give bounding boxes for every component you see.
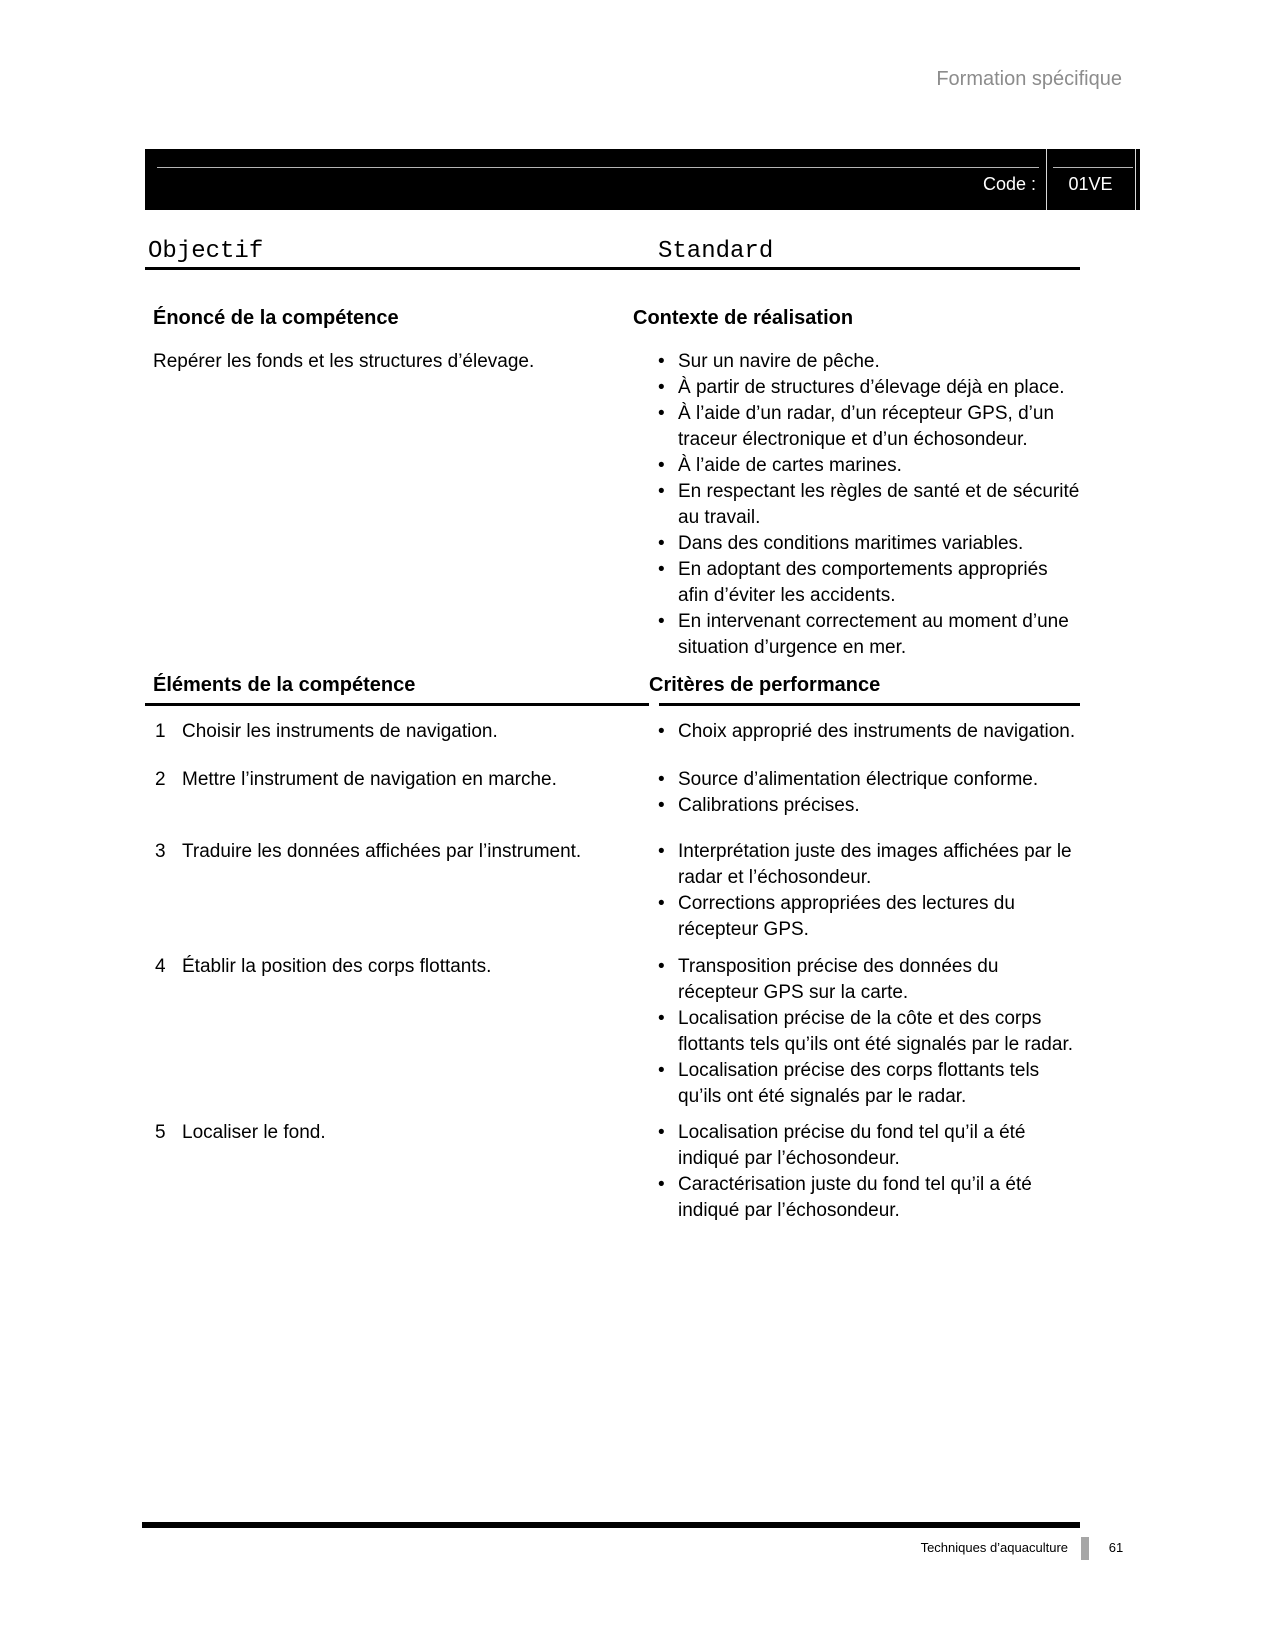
- criteria-item: • Transposition précise des données du récepteur GPS sur la carte.: [657, 954, 1083, 1006]
- element-text: Choisir les instruments de navigation.: [182, 721, 498, 742]
- footer-rule: [142, 1522, 1080, 1528]
- edition-label: Formation spécifique: [936, 68, 1122, 90]
- element-text: Établir la position des corps flottants.: [182, 956, 492, 977]
- footer-page-number: 61: [1108, 1540, 1124, 1555]
- criteria-item: • Caractérisation juste du fond tel qu’il a été indiqué par l’échosondeur.: [657, 1172, 1083, 1224]
- contexte-bullet-list: [657, 349, 1083, 661]
- column-header-standard: Standard: [658, 238, 774, 265]
- enonce-text: Repérer les fonds et les structures d’élevage.: [153, 351, 535, 372]
- element-item: [155, 954, 630, 980]
- contexte-bullet-item: • Dans des conditions maritimes variables.: [657, 531, 1083, 557]
- element-number: 3: [155, 841, 166, 862]
- criteria-list: [657, 839, 1083, 943]
- contexte-bullet-item: • En respectant les règles de santé et de sécurité au travail.: [657, 479, 1083, 531]
- criteria-item: • Localisation précise des corps flottants tels qu’ils ont été signalés par le radar.: [657, 1058, 1083, 1110]
- rule-under-objectif-standard: [145, 267, 1080, 270]
- criteria-item: • Interprétation juste des images affichées par le radar et l’échosondeur.: [657, 839, 1083, 891]
- criteria-item: • Source d’alimentation électrique conforme.: [657, 767, 1083, 793]
- code-bar-inner-line-left: [157, 167, 1039, 168]
- contexte-bullet-item: • En adoptant des comportements appropriés afin d’éviter les accidents.: [657, 557, 1083, 609]
- criteria-list: [657, 719, 1083, 745]
- element-number: 5: [155, 1122, 166, 1143]
- element-number: 4: [155, 956, 166, 977]
- criteres-title: Critères de performance: [649, 674, 881, 696]
- criteria-item: • Corrections appropriées des lectures du récepteur GPS.: [657, 891, 1083, 943]
- contexte-bullet-item: • À partir de structures d’élevage déjà en place.: [657, 375, 1083, 401]
- element-text: Mettre l’instrument de navigation en marche.: [182, 769, 557, 790]
- element-number: 2: [155, 769, 166, 790]
- contexte-bullet-item: • En intervenant correctement au moment d’une situation d’urgence en mer.: [657, 609, 1083, 661]
- enonce-title: Énoncé de la compétence: [153, 307, 399, 329]
- element-text: Localiser le fond.: [182, 1122, 326, 1143]
- code-bar-right-border: [1135, 149, 1136, 210]
- contexte-title: Contexte de réalisation: [633, 307, 854, 329]
- element-item: [155, 719, 630, 745]
- contexte-bullet-item: • À l’aide de cartes marines.: [657, 453, 1083, 479]
- elements-title: Éléments de la compétence: [153, 674, 416, 696]
- criteria-list: [657, 954, 1083, 1110]
- column-header-objectif: Objectif: [148, 238, 264, 265]
- criteria-item: • Choix approprié des instruments de navigation.: [657, 719, 1083, 745]
- criteria-list: [657, 767, 1083, 819]
- element-text: Traduire les données affichées par l’instrument.: [182, 841, 582, 862]
- criteria-item: • Localisation précise de la côte et des corps flottants tels qu’ils ont été signalés par le radar.: [657, 1006, 1083, 1058]
- element-item: [155, 1120, 630, 1146]
- criteria-item: • Calibrations précises.: [657, 793, 1083, 819]
- footer-program-name: Techniques d’aquaculture: [920, 1540, 1068, 1555]
- element-item: [155, 839, 630, 865]
- code-label: Code :: [982, 174, 1036, 194]
- footer-divider-bar: [1081, 1537, 1089, 1560]
- rule-under-criteres: [659, 703, 1080, 706]
- contexte-bullet-item: • Sur un navire de pêche.: [657, 349, 1083, 375]
- criteria-list: [657, 1120, 1083, 1224]
- element-item: [155, 767, 630, 793]
- criteria-item: • Localisation précise du fond tel qu’il a été indiqué par l’échosondeur.: [657, 1120, 1083, 1172]
- element-number: 1: [155, 721, 166, 742]
- code-value: 01VE: [1068, 174, 1113, 194]
- rule-under-elements: [145, 703, 649, 706]
- code-bar: [145, 149, 1140, 210]
- contexte-bullet-item: • À l’aide d’un radar, d’un récepteur GPS, d’un traceur électronique et d’un échosondeur.: [657, 401, 1083, 453]
- code-bar-inner-line-right: [1053, 167, 1133, 168]
